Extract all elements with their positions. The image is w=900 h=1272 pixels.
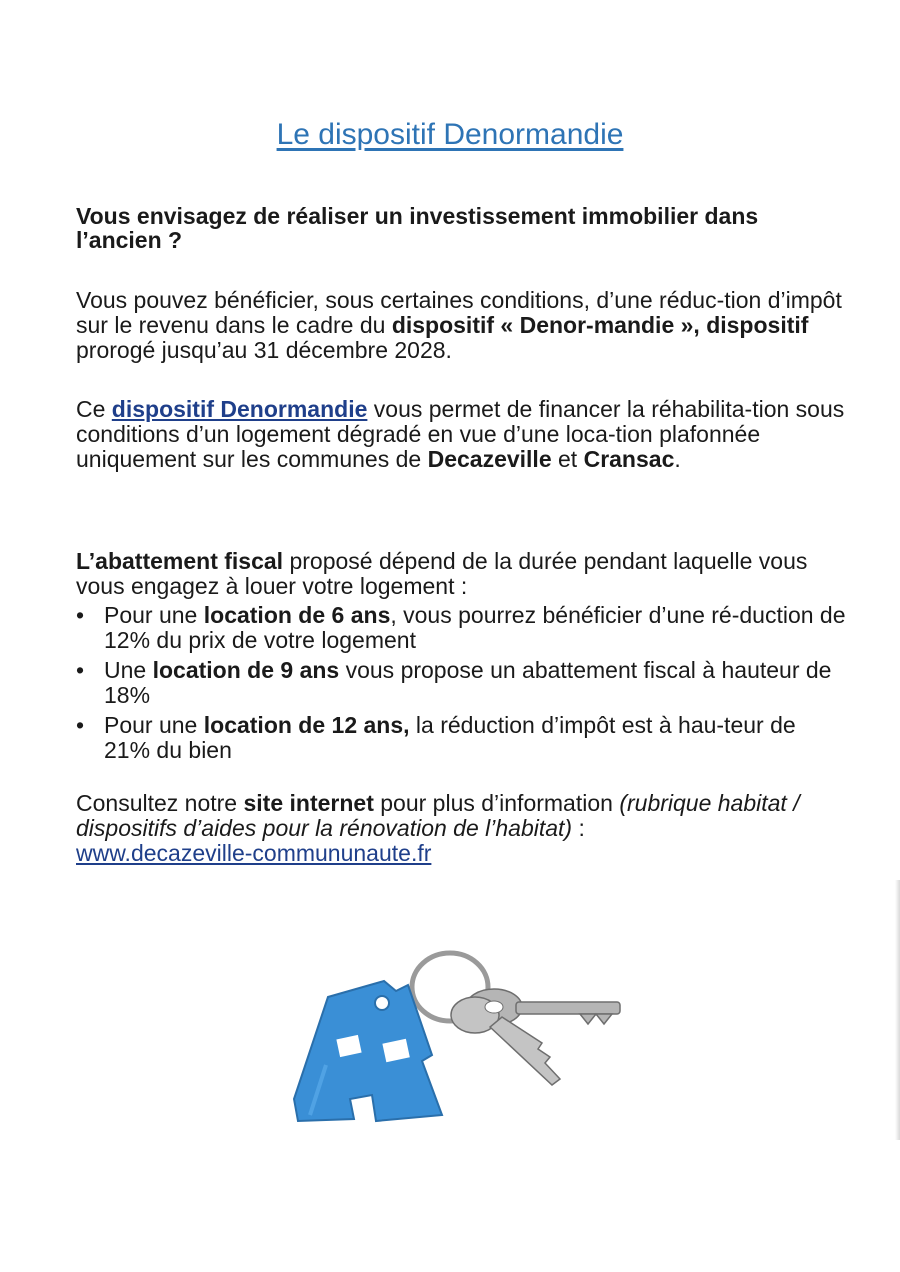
- website-rubric: (rubrique habitat / dispositifs d’aides pour la rénovation de l’habitat): [76, 790, 800, 841]
- website-bold: site internet: [243, 790, 374, 816]
- paragraph-abatement: [76, 549, 846, 768]
- abatement-intro: [76, 549, 846, 599]
- eligibility-text-1: Vous pouvez bénéficier, sous certaines conditions, d’une réduc-tion d’impôt sur le revenu dans le cadre du: [76, 287, 842, 338]
- website-url-link[interactable]: www.decazeville-commununaute.fr: [76, 840, 432, 866]
- scan-edge: [895, 880, 900, 1140]
- website-text-1: Consultez notre: [76, 790, 244, 816]
- description-text-2: vous permet de financer la réhabilita-tion sous conditions d’un logement dégradé en vue d’une loca-tion plafonnée uniquement sur les communes de: [76, 396, 845, 472]
- list-item-pre: Une: [104, 657, 153, 683]
- list-item: [76, 713, 846, 763]
- paragraph-description: [76, 397, 846, 472]
- paragraph-eligibility: [76, 288, 846, 363]
- commune-cransac: Cransac: [583, 446, 675, 472]
- bullet-icon: •: [76, 602, 85, 628]
- denormandie-link[interactable]: dispositif Denormandie: [111, 396, 368, 422]
- bullet-icon: •: [76, 712, 85, 738]
- list-item-bold: location de 9 ans: [152, 657, 340, 683]
- list-item-pre: Pour une: [104, 602, 204, 628]
- paragraph-website: [76, 791, 846, 866]
- list-item-bold: location de 6 ans: [203, 602, 391, 628]
- list-item-pre: Pour une: [104, 712, 204, 738]
- website-text-3: :: [572, 815, 585, 841]
- description-text-1: Ce: [76, 396, 112, 422]
- house-tag: [294, 981, 442, 1121]
- bullet-icon: •: [76, 657, 85, 683]
- intro-question: Vous envisagez de réaliser un investissement immobilier dans l’ancien ?: [76, 203, 759, 253]
- description-text-3: et: [551, 446, 584, 472]
- house-keys-icon: [280, 945, 630, 1130]
- website-text-2: pour plus d’information: [373, 790, 620, 816]
- list-item-post: la réduction d’impôt est à hau-teur de 21% du bien: [104, 712, 796, 763]
- abatement-text: proposé dépend de la durée pendant laquelle vous vous engagez à louer votre logement :: [76, 548, 808, 599]
- commune-decazeville: Decazeville: [427, 446, 552, 472]
- abatement-bold: L’abattement fiscal: [76, 548, 284, 574]
- description-text-4: .: [674, 446, 681, 472]
- list-item-post: , vous pourrez bénéficier d’une ré-duction de 12% du prix de votre logement: [104, 602, 846, 653]
- list-item-bold: location de 12 ans,: [203, 712, 410, 738]
- page-title: Le dispositif Denormandie: [276, 118, 624, 151]
- eligibility-text-2: prorogé jusqu’au 31 décembre 2028.: [76, 337, 452, 363]
- eligibility-bold: dispositif « Denor-mandie », dispositif: [391, 312, 809, 338]
- list-item-post: vous propose un abattement fiscal à hauteur de 18%: [104, 657, 832, 708]
- list-item: [76, 603, 846, 653]
- list-item: [76, 658, 846, 708]
- abatement-list: [76, 603, 846, 763]
